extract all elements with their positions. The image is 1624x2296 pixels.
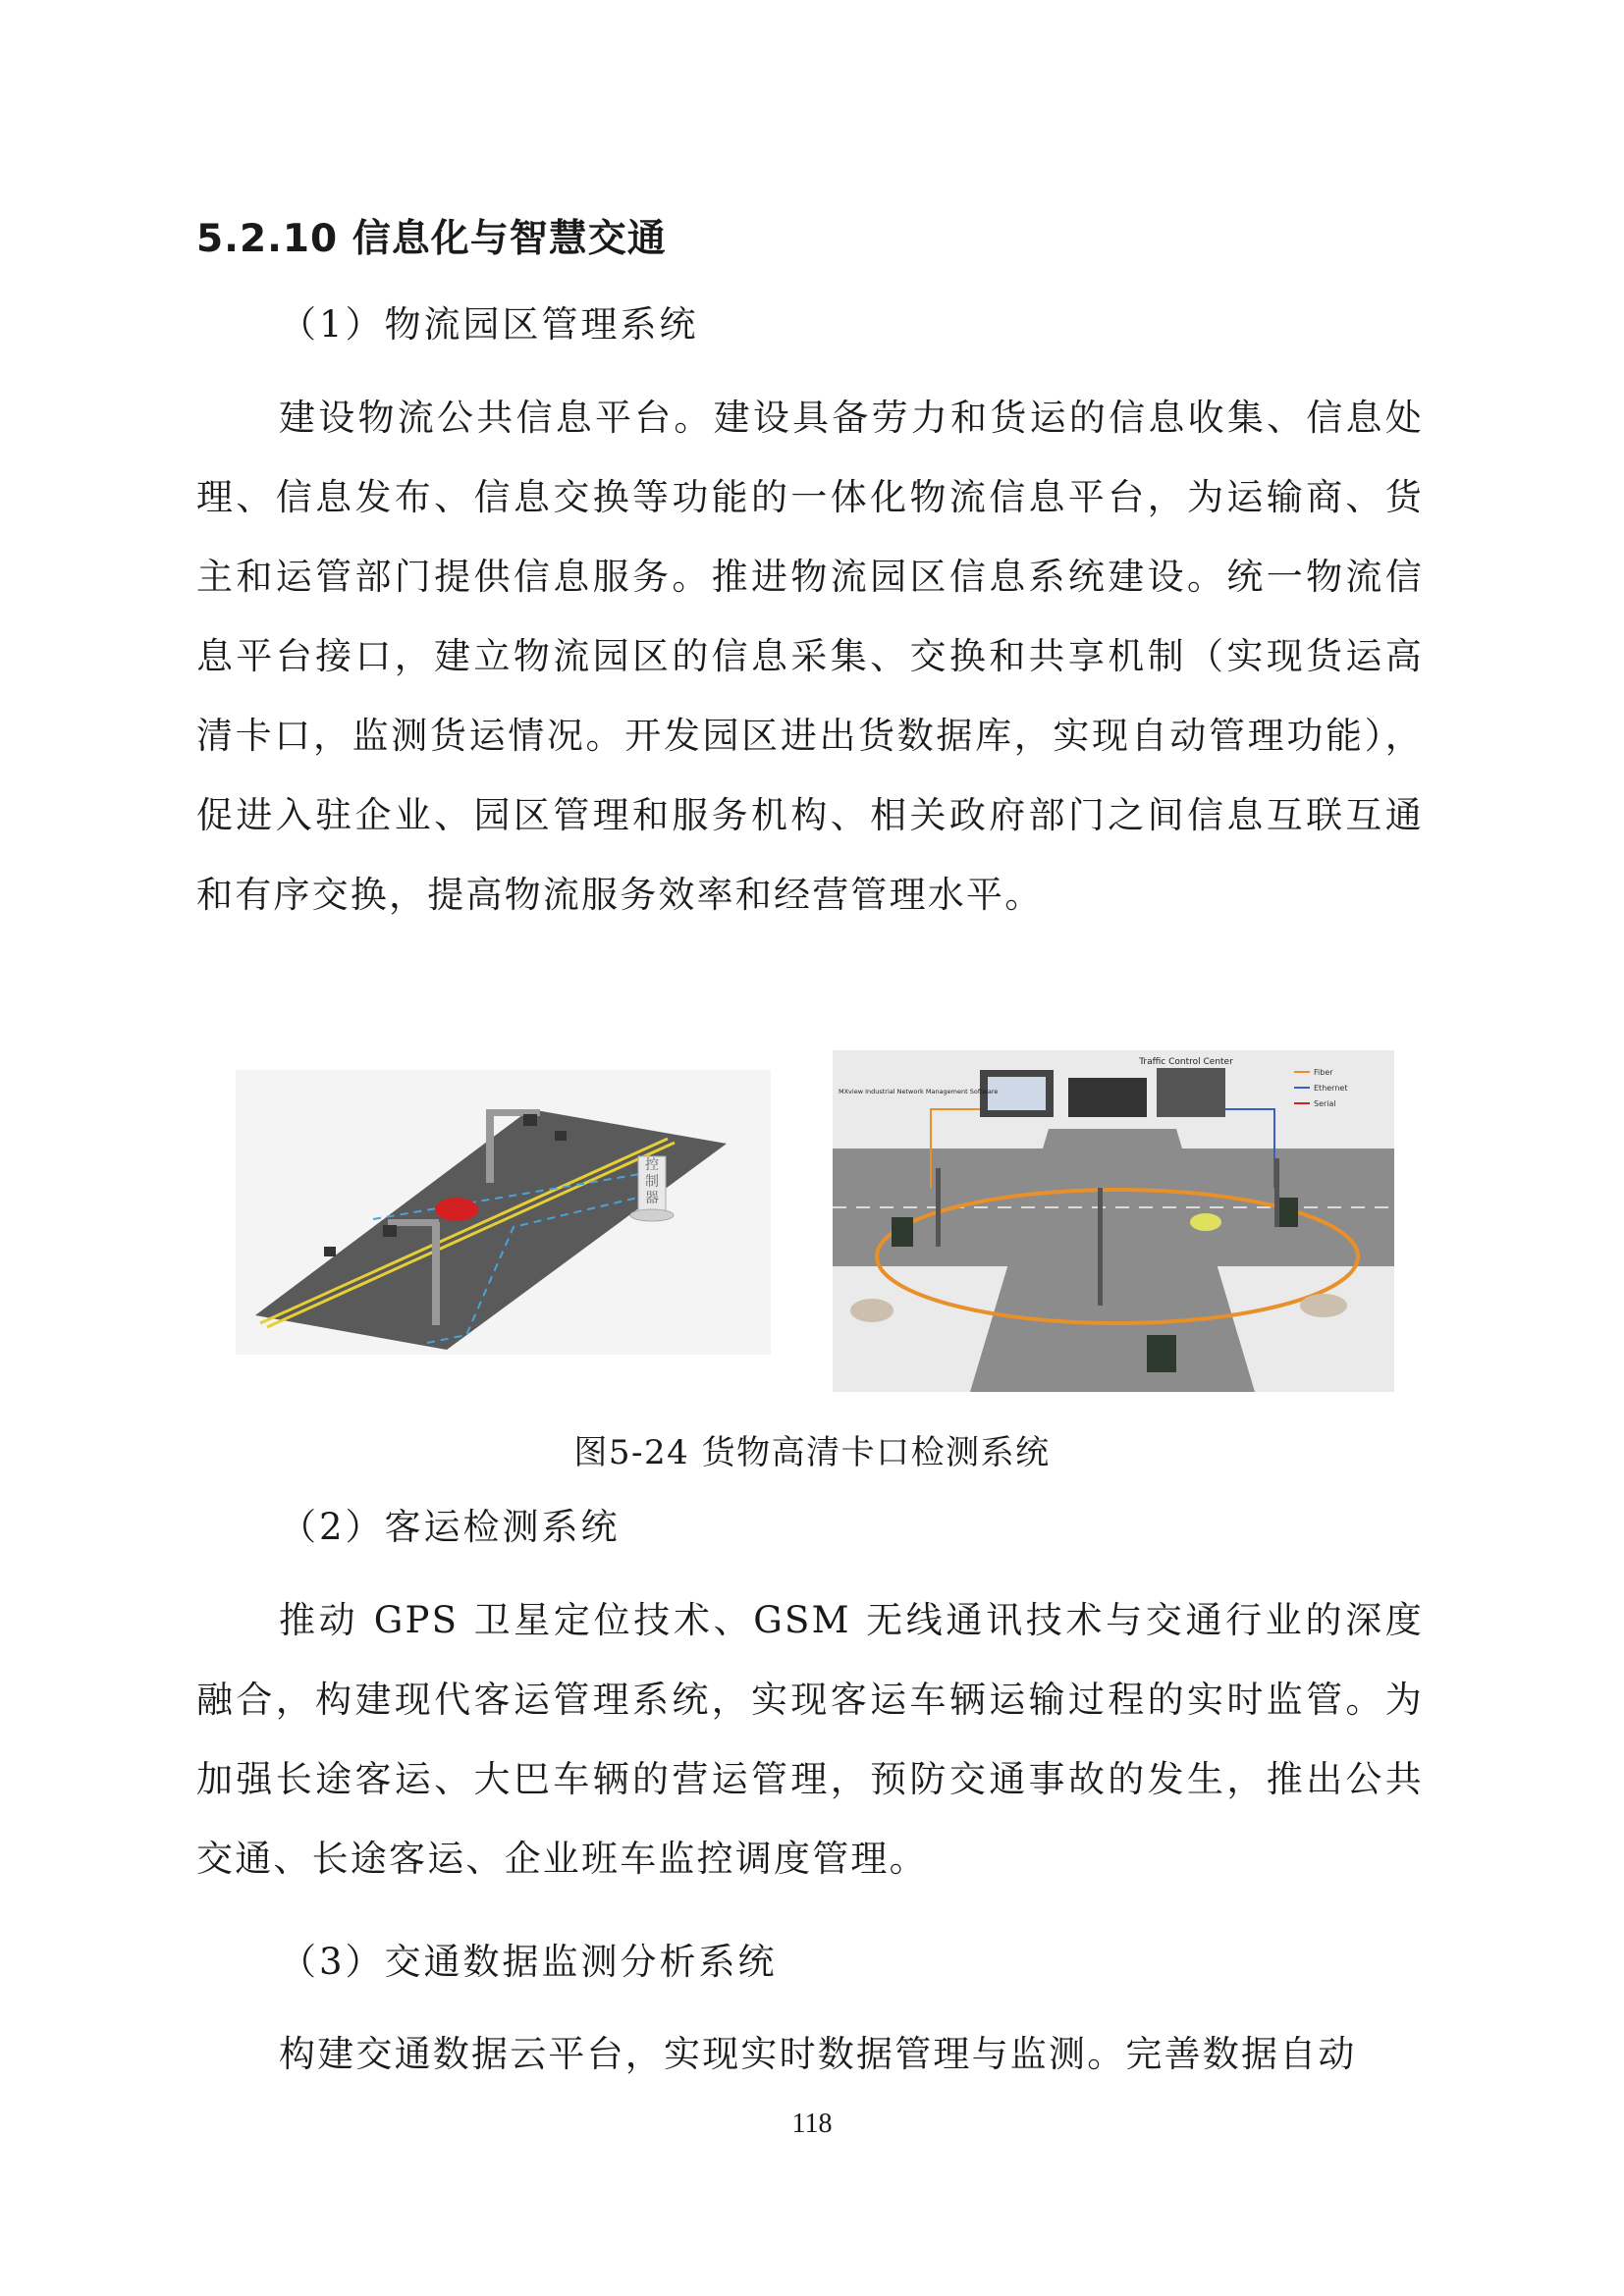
legend-serial: Serial [1314, 1099, 1336, 1108]
paragraph-3: 构建交通数据云平台，实现实时数据管理与监测。完善数据自动 [279, 2033, 1357, 2075]
figure-caption: 图5-24 货物高清卡口检测系统 [573, 1433, 1051, 1472]
subsection-title-1: （1）物流园区管理系统 [280, 303, 699, 346]
page-number: 118 [791, 2109, 833, 2139]
software-label: MXview Industrial Network Management Software [839, 1088, 999, 1095]
paragraph-2: 推动 GPS 卫星定位技术、GSM 无线通讯技术与交通行业的深度融合，构建现代客运管理系统，实现客运车辆运输过程的实时监管。为加强长途客运、大巴车辆的营运管理，预防交通事故的发生，推出公共交通、长途客运、企业班车监控调度管理。 [196, 1599, 1424, 1880]
intersection-network-image [833, 1050, 1394, 1392]
controller-label-char-2: 制 [645, 1174, 659, 1190]
server-rack-icon [1068, 1078, 1147, 1117]
checkpoint-road-image [236, 1070, 771, 1355]
control-center-icon [1157, 1068, 1225, 1117]
legend-fiber: Fiber [1314, 1068, 1333, 1077]
control-center-title: Traffic Control Center [1139, 1057, 1233, 1067]
legend-ethernet: Ethernet [1314, 1084, 1348, 1093]
cabinet-icon [1147, 1335, 1176, 1372]
paragraph-1: 建设物流公共信息平台。建设具备劳力和货运的信息收集、信息处理、信息发布、信息交换等功能的一体化物流信息平台，为运输商、货主和运管部门提供信息服务。推进物流园区信息系统建设。统一物流信息平台接口，建立物流园区的信息采集、交换和共享机制（实现货运高清卡口，监测货运情况。开发园区进出货数据库，实现自动管理功能），促进入驻企业、园区管理和服务机构、相关政府部门之间信息互联互通和有序交换，提高物流服务效率和经营管理水平。 [196, 397, 1424, 916]
controller-label-char-1: 控 [645, 1157, 659, 1173]
controller-label-char-3: 器 [645, 1191, 659, 1206]
cabinet-icon [892, 1217, 913, 1247]
section-heading: 5.2.10 信息化与智慧交通 [196, 217, 667, 261]
subsection-title-3: （3）交通数据监测分析系统 [280, 1941, 778, 1983]
subsection-title-2: （2）客运检测系统 [280, 1506, 621, 1548]
